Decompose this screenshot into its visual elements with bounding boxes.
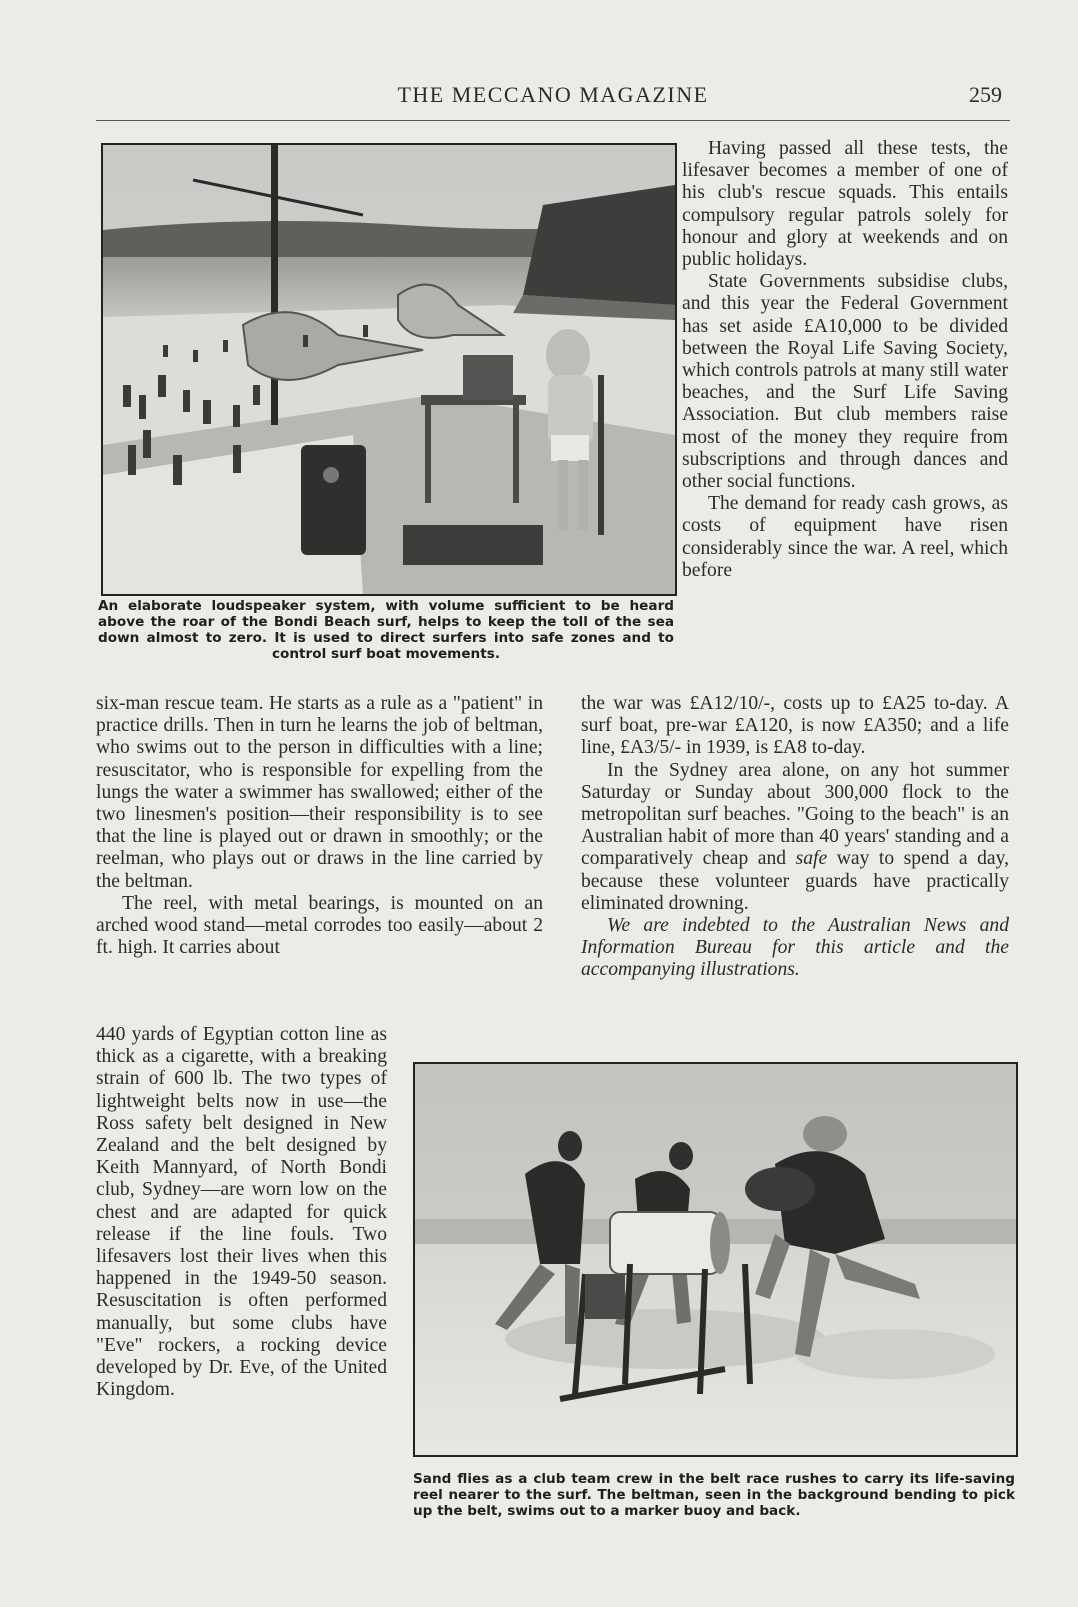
loudspeaker-photo-caption: An elaborate loudspeaker system, with volume sufficient to be heard above the roar of the Bondi Beach surf, helps to keep the toll of the sea down almost to zero. It is used to direct surfers into safe zones and to control surf boat movements. (98, 598, 674, 662)
right-column (581, 693, 1009, 982)
narrow-column (96, 1024, 387, 1401)
loudspeaker-photo (101, 143, 677, 596)
paragraph-sydney-beaches (581, 760, 1009, 915)
sydney-text-end: way to spend a day, because these volunteer guards have practically eliminated drowning. (581, 848, 1010, 914)
paragraph-costs: the war was £A12/10/-, costs up to £A25 to-day. A surf boat, pre-war £A120, is now £A350; and a life line, £A3/5/- in 1939, is £A8 to-day. (581, 693, 1009, 759)
paragraph-belts: 440 yards of Egyptian cotton line as thick as a cigarette, with a breaking strain of 600 lb. The two types of lightweight belts now in use—the Ross safety belt designed in New Zealand and the belt designed by Keith Mannyard, of North Bondi club, Sydney—are worn low on the chest and are adapted for quick release if the line fouls. Two lifesavers lost their lives when this happened in the 1949-50 season. Resuscitation is often performed manually, but some clubs have "Eve" rockers, a rocking device developed by Dr. Eve, of the United Kingdom. (96, 1024, 387, 1401)
sydney-text: In the Sydney area alone, on any hot summer Saturday or Sunday about 300,000 flock to the metropolitan surf beaches. "Going to the beach" is an Australian habit of more than 40 years' standing and a comparatively cheap and (581, 759, 1009, 870)
magazine-title: THE MECCANO MAGAZINE (397, 82, 709, 107)
paragraph-subsidies: State Governments subsidise clubs, and this year the Federal Government has set aside £A10,000 to be divided between the Royal Life Saving Society, which controls patrols at many still water beaches, and the Surf Life Saving Association. But club members raise most of the money they require from subscriptions and through dances and other social functions. (682, 271, 1008, 493)
credit-line: We are indebted to the Australian News and Information Bureau for this article and the accompanying illustrations. (581, 915, 1009, 981)
top-right-column (682, 138, 1008, 582)
page-number: 259 (969, 82, 1002, 107)
paragraph-demand-cash: The demand for ready cash grows, as costs of equipment have risen considerably since the war. A reel, which before (682, 493, 1008, 581)
paragraph-reel: The reel, with metal bearings, is mounted on an arched wood stand—metal corrodes too easily—about 2 ft. high. It carries about (96, 892, 543, 959)
paragraph-rescue-team: six-man rescue team. He starts as a rule as a "patient" in practice drills. Then in turn he learns the job of beltman, who swims out to the person in difficulties with a line; resuscitator, who is responsible for expelling from the lungs the water a swimmer has swallowed; either of the two linesmen's position—their responsibility is to see that the line is played out or drawn in smoothly; or the reelman, who plays out or draws in the line carried by the beltman. (96, 693, 543, 892)
page-header (96, 80, 1010, 121)
belt-race-photo (413, 1062, 1018, 1457)
left-column (96, 693, 543, 959)
paragraph-rescue-squads: Having passed all these tests, the lifesaver becomes a member of one of his club's rescue squads. This entails compulsory regular patrols solely for honour and glory at weekends and on public holidays. (682, 138, 1008, 271)
belt-race-photo-caption: Sand flies as a club team crew in the belt race rushes to carry its life-saving reel nearer to the surf. The beltman, seen in the background bending to pick up the belt, swims out to a marker buoy and back. (413, 1471, 1015, 1519)
safe-emphasis: safe (795, 848, 828, 870)
